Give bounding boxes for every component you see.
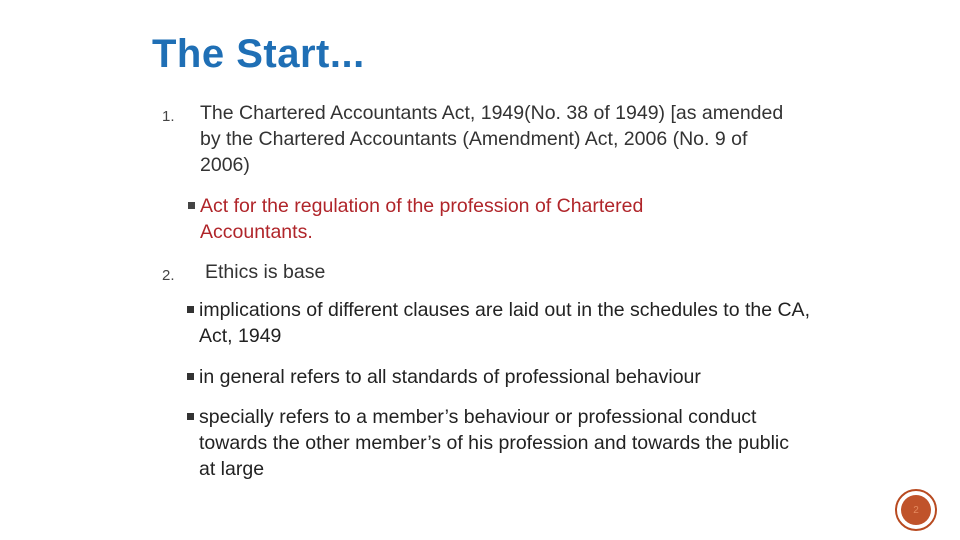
item-number: 1. (162, 108, 175, 125)
bullet-icon (187, 306, 194, 313)
slide-title: The Start... (152, 32, 365, 76)
item-number: 2. (162, 267, 175, 284)
page-number-badge (895, 489, 937, 531)
sub-bullet-text: Act for the regulation of the profession of Chartered Accountants. (200, 195, 644, 243)
sub-bullet-text: implications of different clauses are laid out in the schedules to the CA, Act, 1949 (199, 299, 810, 347)
page-number: 2 (901, 495, 931, 525)
item-text: The Chartered Accountants Act, 1949(No. 38 of 1949) [as amended by the Chartered Accountants (Amendment) Act, 2006 (No. 9 of 2006) (200, 102, 784, 176)
bullet-icon (187, 413, 194, 420)
sub-bullet-text: in general refers to all standards of professional behaviour (199, 366, 701, 388)
item-text: Ethics is base (205, 261, 326, 283)
sub-bullet-text: specially refers to a member’s behaviour or professional conduct towards the other member’s of his profession and towards the public at large (199, 406, 790, 480)
bullet-icon (187, 373, 194, 380)
bullet-icon (188, 202, 195, 209)
